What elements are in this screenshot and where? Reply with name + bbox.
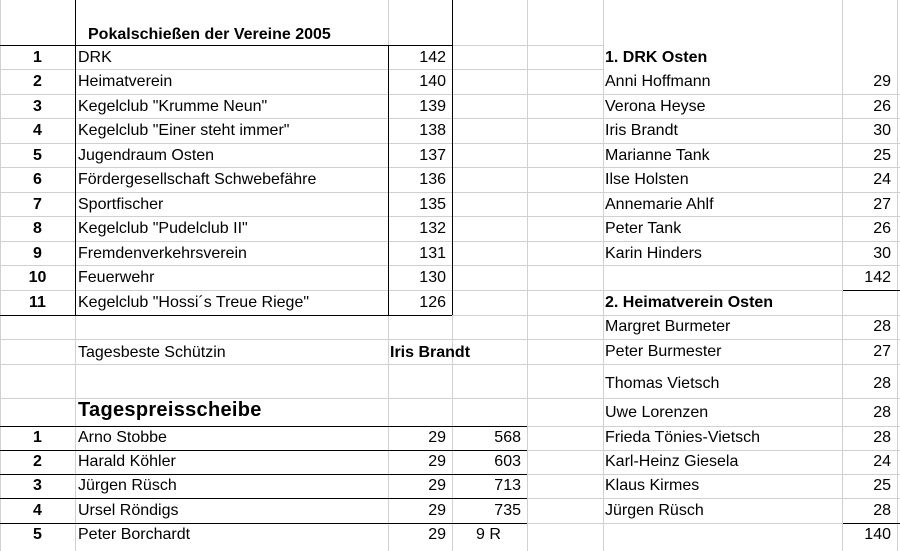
prize-extra[interactable]: 9 R <box>476 526 501 543</box>
ranking-club[interactable]: DRK <box>78 49 112 66</box>
ranking-rank[interactable]: 3 <box>33 98 42 115</box>
best-shooter-label[interactable]: Tagesbeste Schützin <box>78 344 226 361</box>
team1-total[interactable]: 142 <box>864 269 891 286</box>
ranking-score[interactable]: 130 <box>419 269 446 286</box>
prize-score[interactable]: 29 <box>428 502 446 519</box>
ranking-club[interactable]: Fördergesellschaft Schwebefähre <box>78 171 317 188</box>
prize-name[interactable]: Arno Stobbe <box>78 429 167 446</box>
ranking-score[interactable]: 137 <box>419 147 446 164</box>
member-name[interactable]: Jürgen Rüsch <box>605 502 704 519</box>
ranking-rank[interactable]: 8 <box>33 220 42 237</box>
grid-line-vertical <box>897 0 898 551</box>
ranking-club[interactable]: Jugendraum Osten <box>78 147 215 164</box>
best-shooter-name[interactable]: Iris Brandt <box>390 344 471 361</box>
ranking-score[interactable]: 139 <box>419 98 446 115</box>
grid-line-vertical <box>527 0 528 551</box>
prize-disc-title[interactable]: Tagespreisscheibe <box>78 399 262 421</box>
ranking-club[interactable]: Kegelclub "Hossi´s Treue Riege" <box>78 294 310 311</box>
ranking-score[interactable]: 126 <box>419 294 446 311</box>
ranking-rank[interactable]: 9 <box>33 245 42 262</box>
ranking-club[interactable]: Fremdenverkehrsverein <box>78 245 247 262</box>
ranking-score[interactable]: 140 <box>419 73 446 90</box>
grid-line-vertical <box>842 0 843 551</box>
grid-line-horizontal <box>603 364 900 365</box>
member-name[interactable]: Thomas Vietsch <box>605 375 720 392</box>
ranking-score[interactable]: 131 <box>419 245 446 262</box>
member-name[interactable]: Margret Burmeter <box>605 318 731 335</box>
member-score[interactable]: 28 <box>873 375 891 392</box>
cell-border <box>388 45 389 315</box>
member-score[interactable]: 28 <box>873 429 891 446</box>
ranking-rank[interactable]: 5 <box>33 147 42 164</box>
cell-border <box>75 0 76 315</box>
member-score[interactable]: 25 <box>873 477 891 494</box>
ranking-club[interactable]: Feuerwehr <box>78 269 155 286</box>
member-name[interactable]: Peter Tank <box>605 220 682 237</box>
prize-extra[interactable]: 735 <box>494 502 521 519</box>
prize-name[interactable]: Harald Köhler <box>78 453 176 470</box>
sheet-title[interactable]: Pokalschießen der Vereine 2005 <box>88 26 331 43</box>
ranking-rank[interactable]: 10 <box>28 269 47 286</box>
team1-title[interactable]: 1. DRK Osten <box>605 49 708 66</box>
ranking-rank[interactable]: 6 <box>33 171 42 188</box>
prize-score[interactable]: 29 <box>428 429 446 446</box>
ranking-score[interactable]: 142 <box>419 49 446 66</box>
prize-extra[interactable]: 713 <box>494 477 521 494</box>
ranking-rank[interactable]: 2 <box>33 73 42 90</box>
cell-border <box>452 0 453 315</box>
member-name[interactable]: Frieda Tönies-Vietsch <box>605 429 761 446</box>
ranking-club[interactable]: Kegelclub "Einer steht immer" <box>78 122 290 139</box>
ranking-rank[interactable]: 11 <box>29 294 46 311</box>
ranking-score[interactable]: 138 <box>419 122 446 139</box>
ranking-rank[interactable]: 1 <box>33 49 42 66</box>
prize-rank[interactable]: 4 <box>33 502 42 519</box>
member-name[interactable]: Anni Hoffmann <box>605 73 711 90</box>
member-score[interactable]: 28 <box>873 318 891 335</box>
member-score[interactable]: 27 <box>873 196 891 213</box>
member-name[interactable]: Annemarie Ahlf <box>605 196 714 213</box>
member-name[interactable]: Ilse Holsten <box>605 171 689 188</box>
cell-border <box>0 315 452 316</box>
member-score[interactable]: 26 <box>873 220 891 237</box>
ranking-club[interactable]: Kegelclub "Pudelclub II" <box>78 220 248 237</box>
member-score[interactable]: 26 <box>873 98 891 115</box>
member-name[interactable]: Karl-Heinz Giesela <box>605 453 739 470</box>
member-score[interactable]: 28 <box>873 404 891 421</box>
team2-total[interactable]: 140 <box>864 526 891 543</box>
prize-name[interactable]: Ursel Röndigs <box>78 502 179 519</box>
ranking-score[interactable]: 135 <box>419 196 446 213</box>
team2-title[interactable]: 2. Heimatverein Osten <box>605 294 774 311</box>
ranking-rank[interactable]: 7 <box>33 196 42 213</box>
prize-score[interactable]: 29 <box>428 477 446 494</box>
prize-score[interactable]: 29 <box>428 526 446 543</box>
member-name[interactable]: Klaus Kirmes <box>605 477 700 494</box>
ranking-club[interactable]: Heimatverein <box>78 73 173 90</box>
ranking-score[interactable]: 132 <box>419 220 446 237</box>
prize-name[interactable]: Peter Borchardt <box>78 526 191 543</box>
prize-extra[interactable]: 568 <box>494 429 521 446</box>
member-score[interactable]: 28 <box>873 502 891 519</box>
member-name[interactable]: Marianne Tank <box>605 147 710 164</box>
prize-extra[interactable]: 603 <box>494 453 521 470</box>
grid-line-vertical <box>603 0 604 551</box>
prize-rank[interactable]: 5 <box>33 526 42 543</box>
ranking-club[interactable]: Kegelclub "Krumme Neun" <box>78 98 268 115</box>
member-score[interactable]: 29 <box>873 73 891 90</box>
member-score[interactable]: 24 <box>873 171 891 188</box>
member-name[interactable]: Karin Hinders <box>605 245 702 262</box>
ranking-rank[interactable]: 4 <box>33 122 42 139</box>
ranking-club[interactable]: Sportfischer <box>78 196 164 213</box>
member-name[interactable]: Verona Heyse <box>605 98 706 115</box>
prize-rank[interactable]: 2 <box>33 453 42 470</box>
prize-rank[interactable]: 1 <box>33 429 42 446</box>
ranking-score[interactable]: 136 <box>419 171 446 188</box>
member-score[interactable]: 24 <box>873 453 891 470</box>
member-score[interactable]: 30 <box>873 122 891 139</box>
grid-line-horizontal <box>603 398 900 399</box>
member-name[interactable]: Uwe Lorenzen <box>605 404 709 421</box>
member-score[interactable]: 30 <box>873 245 891 262</box>
member-score[interactable]: 25 <box>873 147 891 164</box>
member-score[interactable]: 27 <box>873 343 891 360</box>
prize-name[interactable]: Jürgen Rüsch <box>78 477 177 494</box>
cell-border <box>843 290 900 291</box>
member-name[interactable]: Peter Burmester <box>605 343 722 360</box>
grid-line-horizontal <box>0 339 603 340</box>
prize-rank[interactable]: 3 <box>33 477 42 494</box>
member-name[interactable]: Iris Brandt <box>605 122 678 139</box>
prize-score[interactable]: 29 <box>428 453 446 470</box>
